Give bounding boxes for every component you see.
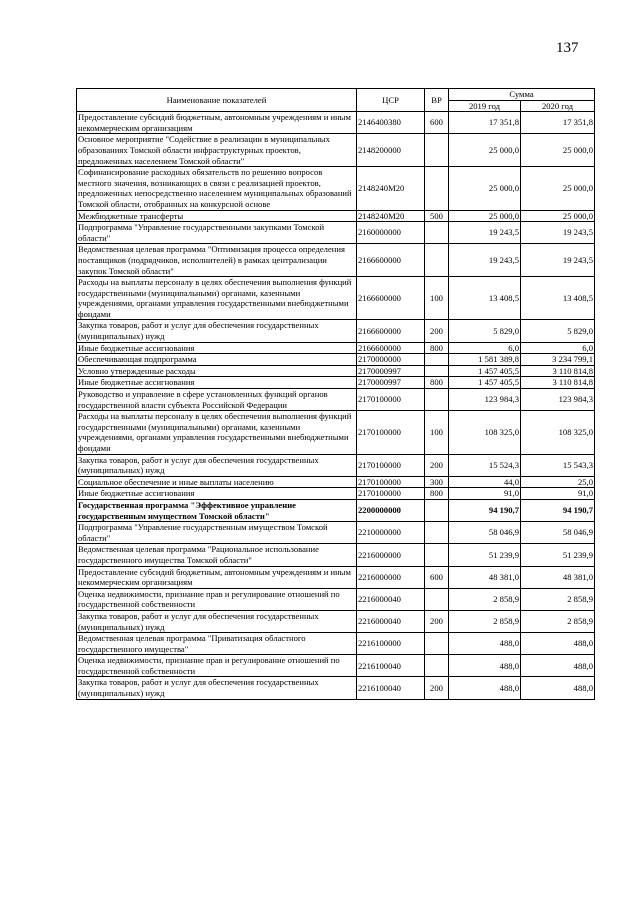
row-csr: 2216000000 xyxy=(357,566,425,588)
header-vr: ВР xyxy=(425,89,449,112)
row-value-2020: 58 046,9 xyxy=(521,522,595,544)
row-value-2020: 3 234 799,1 xyxy=(521,354,595,366)
row-name: Ведомственная целевая программа "Приватизация областного государственного имущества" xyxy=(77,633,357,655)
table-row xyxy=(77,411,595,454)
row-csr: 2216100000 xyxy=(357,633,425,655)
row-name: Закупка товаров, работ и услуг для обеспечения государственных (муниципальных) нужд xyxy=(77,610,357,632)
row-value-2019: 6,0 xyxy=(449,342,521,354)
row-name: Государственная программа "Эффективное управление государственным имуществом Томской области" xyxy=(77,499,357,521)
row-vr: 100 xyxy=(425,277,449,320)
row-vr xyxy=(425,544,449,566)
row-value-2020: 6,0 xyxy=(521,342,595,354)
row-name: Закупка товаров, работ и услуг для обеспечения государственных (муниципальных) нужд xyxy=(77,677,357,699)
row-csr: 2166600000 xyxy=(357,320,425,342)
table-row xyxy=(77,167,595,210)
row-csr: 2216000040 xyxy=(357,588,425,610)
table-row xyxy=(77,365,595,377)
row-value-2019: 58 046,9 xyxy=(449,522,521,544)
table-row xyxy=(77,112,595,134)
table-row xyxy=(77,588,595,610)
table-row xyxy=(77,488,595,500)
row-value-2019: 123 984,3 xyxy=(449,389,521,411)
row-csr: 2146400380 xyxy=(357,112,425,134)
row-vr xyxy=(425,222,449,244)
row-vr xyxy=(425,134,449,167)
table-row xyxy=(77,677,595,699)
table-row xyxy=(77,655,595,677)
row-vr: 300 xyxy=(425,476,449,488)
row-name: Ведомственная целевая программа "Рациональное использование государственного имущества Томской области" xyxy=(77,544,357,566)
row-vr: 200 xyxy=(425,454,449,476)
row-value-2019: 2 858,9 xyxy=(449,588,521,610)
row-vr xyxy=(425,522,449,544)
row-csr: 2148240М20 xyxy=(357,167,425,210)
row-csr: 2200000000 xyxy=(357,499,425,521)
row-vr xyxy=(425,365,449,377)
row-name: Закупка товаров, работ и услуг для обеспечения государственных (муниципальных) нужд xyxy=(77,454,357,476)
table-row xyxy=(77,320,595,342)
row-name: Социальное обеспечение и иные выплаты населению xyxy=(77,476,357,488)
row-csr: 2170100000 xyxy=(357,476,425,488)
row-value-2020: 2 858,9 xyxy=(521,610,595,632)
row-value-2020: 51 239,9 xyxy=(521,544,595,566)
row-value-2019: 17 351,8 xyxy=(449,112,521,134)
row-vr xyxy=(425,588,449,610)
row-value-2020: 488,0 xyxy=(521,677,595,699)
row-value-2019: 94 190,7 xyxy=(449,499,521,521)
row-name: Иные бюджетные ассигнования xyxy=(77,488,357,500)
row-value-2020: 123 984,3 xyxy=(521,389,595,411)
row-name: Расходы на выплаты персоналу в целях обеспечения выполнения функций государственными (муниципальными) органами, казенными учреждениями, органами управления государственными внебюджетными фондами xyxy=(77,411,357,454)
row-value-2019: 25 000,0 xyxy=(449,210,521,222)
row-name: Иные бюджетные ассигнования xyxy=(77,342,357,354)
row-value-2020: 5 829,0 xyxy=(521,320,595,342)
row-value-2020: 25 000,0 xyxy=(521,210,595,222)
row-vr xyxy=(425,633,449,655)
header-sum: Сумма xyxy=(449,89,595,101)
row-value-2020: 2 858,9 xyxy=(521,588,595,610)
row-csr: 2170100000 xyxy=(357,411,425,454)
header-2019: 2019 год xyxy=(449,100,521,112)
row-csr: 2216100040 xyxy=(357,677,425,699)
row-value-2020: 25 000,0 xyxy=(521,134,595,167)
table-body xyxy=(77,112,595,699)
table-row xyxy=(77,633,595,655)
row-name: Подпрограмма "Управление государственными закупками Томской области" xyxy=(77,222,357,244)
row-value-2020: 25 000,0 xyxy=(521,167,595,210)
row-csr: 2148240М20 xyxy=(357,210,425,222)
table-row xyxy=(77,476,595,488)
row-value-2019: 5 829,0 xyxy=(449,320,521,342)
header-csr: ЦСР xyxy=(357,89,425,112)
row-csr: 2170000000 xyxy=(357,354,425,366)
row-value-2020: 19 243,5 xyxy=(521,222,595,244)
row-vr: 800 xyxy=(425,377,449,389)
row-value-2019: 19 243,5 xyxy=(449,244,521,277)
row-vr xyxy=(425,499,449,521)
row-value-2019: 1 457 405,5 xyxy=(449,365,521,377)
row-value-2019: 488,0 xyxy=(449,655,521,677)
row-value-2020: 15 543,3 xyxy=(521,454,595,476)
row-name: Иные бюджетные ассигнования xyxy=(77,377,357,389)
budget-table xyxy=(76,88,595,700)
row-csr: 2166600000 xyxy=(357,277,425,320)
table-row xyxy=(77,134,595,167)
table-row xyxy=(77,454,595,476)
row-value-2019: 2 858,9 xyxy=(449,610,521,632)
row-name: Межбюджетные трансферты xyxy=(77,210,357,222)
row-vr: 800 xyxy=(425,488,449,500)
row-csr: 2166600000 xyxy=(357,244,425,277)
row-csr: 2170100000 xyxy=(357,389,425,411)
row-value-2019: 488,0 xyxy=(449,633,521,655)
row-csr: 2166600000 xyxy=(357,342,425,354)
row-value-2019: 25 000,0 xyxy=(449,167,521,210)
row-value-2019: 488,0 xyxy=(449,677,521,699)
row-vr: 100 xyxy=(425,411,449,454)
row-name: Обеспечивающая подпрограмма xyxy=(77,354,357,366)
row-value-2020: 17 351,8 xyxy=(521,112,595,134)
row-vr: 600 xyxy=(425,566,449,588)
row-name: Расходы на выплаты персоналу в целях обеспечения выполнения функций государственными (муниципальными) органами, казенными учреждениями, органами управления государственными внебюджетными фондами xyxy=(77,277,357,320)
row-csr: 2216100040 xyxy=(357,655,425,677)
row-name: Предоставление субсидий бюджетным, автономным учреждениям и иным некоммерческим организациям xyxy=(77,112,357,134)
row-value-2019: 48 381,0 xyxy=(449,566,521,588)
row-vr xyxy=(425,167,449,210)
row-value-2020: 13 408,5 xyxy=(521,277,595,320)
row-csr: 2210000000 xyxy=(357,522,425,544)
row-csr: 2216000040 xyxy=(357,610,425,632)
header-2020: 2020 год xyxy=(521,100,595,112)
row-vr xyxy=(425,655,449,677)
table-row xyxy=(77,544,595,566)
table-row xyxy=(77,566,595,588)
table-row xyxy=(77,222,595,244)
row-vr: 500 xyxy=(425,210,449,222)
row-value-2019: 1 581 389,8 xyxy=(449,354,521,366)
row-csr: 2170100000 xyxy=(357,454,425,476)
row-value-2020: 3 110 814,8 xyxy=(521,365,595,377)
table-row xyxy=(77,377,595,389)
row-csr: 2170000997 xyxy=(357,377,425,389)
row-value-2019: 91,0 xyxy=(449,488,521,500)
row-csr: 2160000000 xyxy=(357,222,425,244)
row-vr: 200 xyxy=(425,320,449,342)
table-row xyxy=(77,210,595,222)
row-value-2019: 25 000,0 xyxy=(449,134,521,167)
row-name: Предоставление субсидий бюджетным, автономным учреждениям и иным некоммерческим организациям xyxy=(77,566,357,588)
row-name: Основное мероприятие "Содействие в реализации в муниципальных образованиях Томской области инфраструктурных проектов, предложенных населением Томской области" xyxy=(77,134,357,167)
row-name: Оценка недвижимости, признание прав и регулирование отношений по государственной собственности xyxy=(77,655,357,677)
row-value-2020: 488,0 xyxy=(521,633,595,655)
row-value-2020: 3 110 814,8 xyxy=(521,377,595,389)
row-value-2020: 25,0 xyxy=(521,476,595,488)
row-csr: 2170000997 xyxy=(357,365,425,377)
row-name: Руководство и управление в сфере установленных функций органов государственной власти субъекта Российской Федерации xyxy=(77,389,357,411)
row-name: Софинансирование расходных обязательств по решению вопросов местного значения, возникающих в связи с реализацией проектов, предложенных непосредственно населением муниципальных образований Томской области, отобранных на конкурсной основе xyxy=(77,167,357,210)
row-value-2020: 94 190,7 xyxy=(521,499,595,521)
row-name: Условно утвержденные расходы xyxy=(77,365,357,377)
page-number: 137 xyxy=(556,40,579,56)
row-value-2020: 48 381,0 xyxy=(521,566,595,588)
table-row xyxy=(77,354,595,366)
row-vr: 800 xyxy=(425,342,449,354)
row-vr xyxy=(425,354,449,366)
row-value-2019: 13 408,5 xyxy=(449,277,521,320)
row-value-2020: 108 325,0 xyxy=(521,411,595,454)
row-value-2019: 44,0 xyxy=(449,476,521,488)
table-row xyxy=(77,244,595,277)
header-name: Наименование показателей xyxy=(77,89,357,112)
row-value-2020: 19 243,5 xyxy=(521,244,595,277)
row-value-2019: 15 524,3 xyxy=(449,454,521,476)
row-value-2020: 488,0 xyxy=(521,655,595,677)
row-value-2019: 1 457 405,5 xyxy=(449,377,521,389)
row-vr: 200 xyxy=(425,610,449,632)
row-csr: 2170100000 xyxy=(357,488,425,500)
row-value-2020: 91,0 xyxy=(521,488,595,500)
row-name: Закупка товаров, работ и услуг для обеспечения государственных (муниципальных) нужд xyxy=(77,320,357,342)
table-row xyxy=(77,610,595,632)
row-vr: 200 xyxy=(425,677,449,699)
table-row xyxy=(77,389,595,411)
table-row xyxy=(77,522,595,544)
row-csr: 2148200000 xyxy=(357,134,425,167)
row-value-2019: 19 243,5 xyxy=(449,222,521,244)
row-vr: 600 xyxy=(425,112,449,134)
table-row xyxy=(77,342,595,354)
row-name: Ведомственная целевая программа "Оптимизация процесса определения поставщиков (подрядчиков, исполнителей) в рамках централизации закупок Томской области" xyxy=(77,244,357,277)
row-value-2019: 108 325,0 xyxy=(449,411,521,454)
table-row xyxy=(77,499,595,521)
row-name: Оценка недвижимости, признание прав и регулирование отношений по государственной собственности xyxy=(77,588,357,610)
row-vr xyxy=(425,389,449,411)
row-csr: 2216000000 xyxy=(357,544,425,566)
row-name: Подпрограмма "Управление государственным имуществом Томской области" xyxy=(77,522,357,544)
row-value-2019: 51 239,9 xyxy=(449,544,521,566)
table-row xyxy=(77,277,595,320)
row-vr xyxy=(425,244,449,277)
